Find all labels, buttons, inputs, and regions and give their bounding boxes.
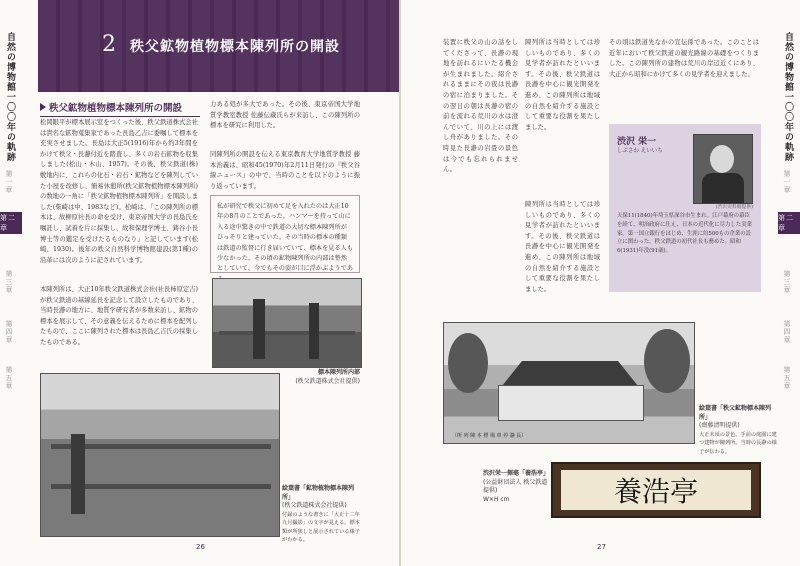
chapter-banner bbox=[38, 0, 399, 92]
body-text-col1-right: 装置に秩父の山の話をしてくださって、長瀞の現地を訪れるにいたる機会が生まれました。紹介されるままにその夜は長瀞の宿に泊まりました。その翌日の朝は長瀞の宿の前を流れる荒川の水は澄んでいて、川の上には渡し舟がありました。その時見た長瀞の岩畳の景色は今でも忘れられません。 bbox=[443, 39, 518, 174]
side-chapter-active[interactable]: 第二章 bbox=[0, 212, 22, 234]
right-side-index bbox=[778, 0, 800, 566]
body-text-col2: 力ある処が多大であった。その後、東京帝国大学地質学教室教授 佐藤伝蔵氏らが来訪し、この陳列所の標本を研究に利用した。 bbox=[210, 101, 360, 130]
photo-c-caption bbox=[699, 405, 779, 456]
scroll-caption-size: W×H cm bbox=[483, 495, 510, 503]
page-number-left: 26 bbox=[196, 543, 205, 551]
scroll-caption-title: 渋沢栄一揮毫「養浩亭」 bbox=[483, 470, 550, 477]
left-page bbox=[0, 0, 399, 566]
body-text-col1b: 本陳列所は、大正10年秩父鉄道株式会社(社長柿原定吉)が秩父鉄道の基線延長を記念して設立したものであり、当時長瀞の地方に、地質学研究者が多数来訪し、鉱物の標本を展示して、その意義を伝えるために標本を配列したもので、ここに陳列された標本は長島乙吉氏の採集したものである。 bbox=[40, 286, 198, 346]
chapter-number: 2 bbox=[102, 32, 116, 57]
side-chapter-1-right[interactable]: 第一章 bbox=[783, 170, 791, 194]
photo-a-caption bbox=[292, 369, 360, 386]
side-title: 自然の博物館一〇〇年の軌跡 bbox=[5, 32, 15, 162]
profile-box bbox=[609, 124, 761, 292]
side-chapter-4[interactable]: 第四章 bbox=[5, 320, 13, 344]
side-chapter-5[interactable]: 第五章 bbox=[5, 366, 13, 390]
body-text-col4-right: 陳列所は当時としては珍しいものであり、多くの見学者が訪れたといいます。その後、秩父鉄道は長瀞を中心に観光開発を進め、この陳列所は地域の自然を紹介する施設として重要な役割を果たしました。 bbox=[525, 201, 600, 293]
photo-c-inscription: （所 列 陳 本 標 場 車 停 瀞 長） bbox=[452, 433, 527, 439]
side-chapter-active-right[interactable]: 第二章 bbox=[778, 212, 800, 234]
left-side-index bbox=[0, 0, 22, 566]
photo-postcard-exhibit-hall bbox=[40, 373, 280, 537]
profile-bio: 天保11(1840)年埼玉県深谷市生まれ。江戸幕府の幕臣を経て、明治政府に仕え、日本の近代化に尽力した実業家。第一国立銀行をはじめ、生涯に約500もの企業の設立に関わった。秩父鉄道の初代社長も務めた。昭和6(1931)年没(91歳)。 bbox=[617, 213, 752, 255]
profile-photo-caption: (渋沢史料館提供) bbox=[715, 205, 753, 210]
profile-name: 渋沢 栄一 bbox=[617, 137, 657, 147]
photo-b-caption-sub: (秩父鉄道株式会社提供) bbox=[282, 502, 347, 509]
body-text-col2b: 同陳列所の開設を伝える東京教育大学地質学教授 藤本治義は、昭和45(1970)年2月11日発行の『秩父谷線ニュース』の中で、当時のことを以下のように振り返っています。 bbox=[210, 151, 360, 190]
side-chapter-1[interactable]: 第一章 bbox=[5, 170, 13, 194]
scroll-caption bbox=[483, 470, 549, 504]
body-text-col2-right: 陳列所は当時としては珍しいものであり、多くの見学者が訪れたといいます。その後、秩父鉄道は長瀞を中心に観光開発を進め、この陳列所は地域の自然を紹介する施設として重要な役割を果たしました。 bbox=[525, 39, 600, 131]
photo-a-caption-sub: (秩父鉄道株式会社提供) bbox=[295, 377, 360, 385]
photo-exhibit-interior bbox=[212, 278, 362, 368]
side-chapter-5-right[interactable]: 第五章 bbox=[783, 366, 791, 390]
side-chapter-4-right[interactable]: 第四章 bbox=[783, 320, 791, 344]
profile-reading: しぶさわ えいいち bbox=[617, 148, 663, 154]
side-title-right: 自然の博物館一〇〇年の軌跡 bbox=[783, 32, 793, 162]
chapter-title: 秩父鉱物植物標本陳列所の開設 bbox=[130, 39, 340, 55]
body-text-col3-right: その頃は鉄道先なかの宣伝係であった。このことは近年において秩父鉄道の観光路線の基礎をつくりました。この陳列所の建物は荒川の岸辺近くにあり、大正から昭和にかけて多くの見学者を迎えました。 bbox=[609, 39, 759, 78]
scroll-caption-sub: (公益財団法人 秩父鉄道提供) bbox=[483, 478, 548, 494]
photo-c-caption-sub: (齋藤清明提供) bbox=[699, 422, 740, 429]
section-heading: 秩父鉱物植物標本陳列所の開設 bbox=[40, 100, 200, 117]
body-text-col1: 松岡眼平が標本展示室をつくった後、秩父鉄道株式会社は貴名な鉱物蒐集家であった長島乙吉に委嘱して標本を充実させました。長島は大正5(1916)年から約3年間をかけて秩父・長瀞付近を踏査し、多くの岩石鉱物を収集しました(松山・木山、1957)。その後、秩父鉄道(株)敷地内に、これらの化石・岩石・鉱物などを陳列していた小屋を改修し、簡易休憩所(秩父鉱物植物標本陳列所)の数地の一角に「秩父鉱物植物標本陳列所」を開設しました(柴崎は中、1983など)。松崎は、「この陳列所の標本は、故柳原社長の命を受け、東京帝国大学の長島氏を嘱託し、試着を片に採集し、故和保理学博士、鋳谷小長博士等の鑑定を受けたるものなり」と記しています(松崎、1930)。後年の秩父自然科学博物館建設(第1種)の沿革には次のように記されています。 bbox=[40, 119, 198, 264]
calligraphy-scroll bbox=[551, 462, 761, 518]
photo-b-caption bbox=[282, 485, 362, 545]
page-number-right: 27 bbox=[597, 543, 606, 551]
quote-box bbox=[210, 195, 360, 273]
photo-postcard-building bbox=[443, 322, 695, 444]
photo-a-caption-title: 標本陳列所内部 bbox=[317, 369, 360, 376]
side-chapter-3-right[interactable]: 第三章 bbox=[783, 270, 791, 294]
photo-b-caption-title: 絵葉書「鉱物植物標本陳列所」 bbox=[282, 485, 355, 501]
photo-b-caption-body: 付録のような書きに「大正十二年九月撮影」の文字が見える。標本類が所狭しと展示されている様子がわかる。 bbox=[282, 511, 360, 543]
calligraphy-text: 養浩亭 bbox=[561, 470, 751, 510]
side-chapter-3[interactable]: 第三章 bbox=[5, 270, 13, 294]
right-page bbox=[401, 0, 800, 566]
quote-text: 私が研究で秩父に初めて足を入れたのは大正10年の8月のことであった。ハンマーを持って山に入る途中驚きの中で鉄道の大切な標本陳列所がひっそりと建っていた。その当時の標本の種類は鉄道の監督に行き届いていて、標本を見る人も少なかった。その頃の鉱物陳列所の内部は整然としていて、今でもその姿が目に浮かぶようであ bbox=[217, 203, 353, 273]
profile-portrait bbox=[693, 134, 753, 204]
photo-c-caption-title: 絵葉書「秩父鉱物標本陳列所」 bbox=[699, 405, 772, 421]
photo-c-caption-body: 大正末頃の景色。手前の庭園に建つ建物が陳列所。当時の長瀞の様子が伝わる。 bbox=[699, 431, 777, 455]
